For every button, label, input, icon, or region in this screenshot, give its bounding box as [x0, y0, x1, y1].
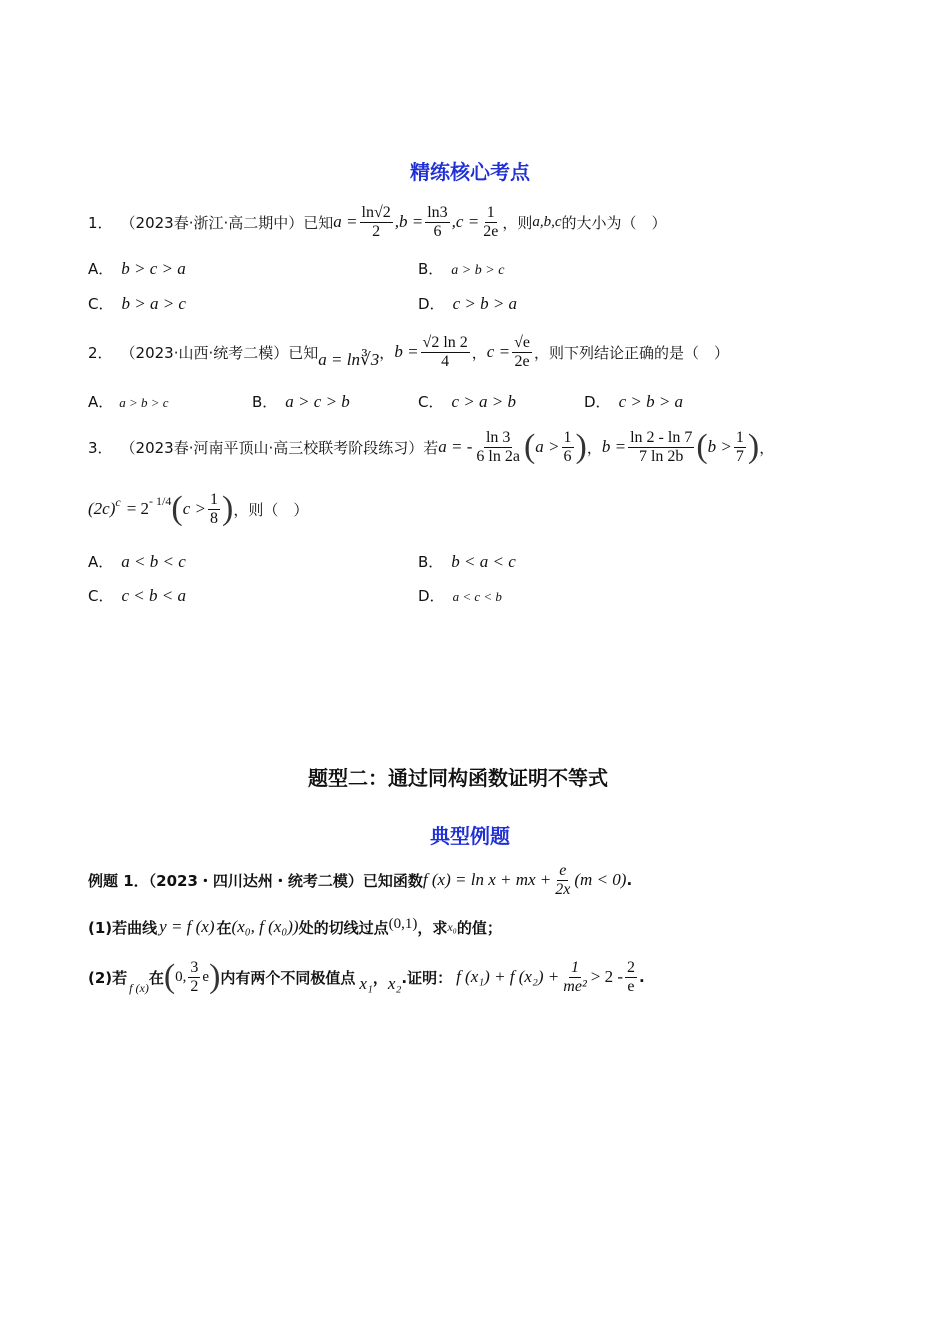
text-extrema: 内有两个不同极值点 [220, 968, 356, 987]
period: . [638, 968, 645, 986]
fraction-c [481, 204, 500, 240]
fraction-denominator: 2x [555, 880, 571, 898]
option-label: C． [88, 295, 114, 313]
question-source: （2023春·浙江·高二期中）已知 [120, 213, 334, 232]
math-c-power: - 1/4 [149, 493, 172, 508]
fraction-denominator: 7 ln 2b [638, 447, 684, 465]
question-2 [88, 328, 729, 376]
fraction-b [421, 334, 470, 370]
fraction-e-over-2x [553, 862, 572, 898]
option-label: A． [88, 393, 114, 411]
math-c-eq: = 2 [126, 499, 150, 518]
comma: ， [759, 438, 775, 457]
math-condition: (m < 0) [574, 870, 627, 889]
option-text: a > b > c [119, 395, 169, 410]
fraction-numerator: ln 3 [485, 428, 511, 446]
fraction-numerator: 1 [571, 958, 579, 976]
comma: ， [586, 438, 602, 457]
math-function: f (x) = ln x + mx + [422, 870, 552, 889]
option-label: D． [418, 295, 445, 313]
example-source: 例题 1．（2023・四川达州・统考二模）已知函数 [88, 871, 423, 890]
section-title-core-points: 精练核心考点 [410, 160, 530, 184]
fraction-1-over-me2 [561, 959, 588, 995]
math-b-cond: b > [707, 437, 732, 456]
text-in: 在 [148, 968, 164, 987]
fraction-numerator: 3 [190, 958, 199, 976]
text-prove: .证明： [401, 968, 453, 987]
math-a-cond: a > [535, 437, 560, 456]
fraction-denominator: 2 [372, 222, 381, 240]
math-e: e [202, 968, 210, 985]
math-c-lhs: c = [486, 342, 511, 361]
option-text: c > b > a [618, 392, 684, 411]
math-a-lhs: a = - [438, 437, 473, 456]
math-c-lhs: (2c) [88, 499, 116, 518]
fraction-c-cond [208, 491, 220, 527]
option-label: A． [88, 553, 114, 571]
option-text: a > b > c [451, 263, 505, 278]
math-sum: f (x₁) + f (x₂) + [456, 967, 560, 986]
question-tail: ，则（ ） [233, 500, 309, 519]
math-x0: x₀ [447, 919, 457, 934]
fraction-numerator: √e [514, 333, 530, 351]
question-1 [88, 200, 667, 244]
option-label: D． [418, 587, 445, 605]
fraction-denominator: 4 [441, 352, 450, 370]
question-source: （2023春·河南平顶山·高三校联考阶段练习）若 [120, 438, 439, 457]
part-label: (2)若 [88, 968, 128, 987]
math-point: (x₀, f (x₀)) [231, 917, 299, 936]
option-text: c < b < a [121, 586, 186, 605]
math-interval-lhs: 0, [175, 968, 187, 985]
left-paren: ( [171, 490, 183, 527]
fraction-b [425, 204, 449, 240]
fraction-a-cond [562, 429, 574, 465]
example-1-part-1 [88, 912, 502, 942]
question-tail: ，则下列结论正确的是（ ） [533, 343, 729, 362]
example-1-part-2 [88, 952, 645, 1002]
option-label: C． [418, 393, 444, 411]
fraction-c [512, 334, 532, 370]
q1-option-d[interactable] [418, 293, 517, 314]
fraction-b [628, 429, 694, 465]
fraction-denominator: 7 [735, 447, 744, 465]
option-text: b > c > a [121, 259, 186, 278]
right-paren: ) [575, 428, 587, 465]
fraction-denominator: e [627, 977, 635, 995]
option-text: b < a < c [451, 552, 516, 571]
fraction-b-cond [734, 429, 746, 465]
q2-option-a[interactable] [88, 391, 169, 412]
math-a-lhs: a = [333, 212, 358, 231]
text-at: 在 [216, 918, 232, 937]
fraction-numerator: 1 [735, 428, 744, 446]
fraction-denominator: 6 [563, 447, 572, 465]
question-3-line-2 [88, 484, 308, 534]
math-fixed-point: (0,1) [388, 915, 418, 932]
math-f: f (x) [129, 980, 149, 995]
q3-option-d[interactable] [418, 585, 502, 606]
option-label: A． [88, 260, 114, 278]
option-label: C． [88, 587, 114, 605]
math-c-exponent: c [115, 494, 121, 509]
fraction-denominator: 2e [514, 352, 530, 370]
fraction-numerator: √2 ln 2 [422, 333, 468, 351]
q2-option-b[interactable] [252, 391, 350, 412]
fraction-a [360, 204, 393, 240]
fraction-numerator: 1 [486, 203, 495, 221]
fraction-denominator: 2e [483, 222, 499, 240]
fraction-a [474, 429, 522, 465]
math-greater: > 2 - [590, 967, 623, 986]
fraction-numerator: ln3 [427, 203, 448, 221]
left-paren: ( [696, 428, 708, 465]
option-text: a < b < c [121, 552, 186, 571]
q3-option-a[interactable] [88, 551, 186, 572]
question-number: 2． [88, 343, 113, 362]
option-label: B． [418, 553, 444, 571]
fraction-numerator: 1 [210, 490, 218, 508]
q2-option-c[interactable] [418, 391, 516, 412]
left-paren: ( [523, 428, 536, 465]
right-paren: ) [209, 958, 221, 995]
comma: ， [379, 343, 395, 362]
left-paren: ( [163, 958, 176, 995]
math-curve: y = f (x) [159, 917, 215, 936]
question-3 [88, 422, 774, 472]
q2-option-d[interactable] [584, 391, 683, 412]
fraction-denominator: 8 [210, 509, 218, 527]
math-a-expr: a = ln∛3 [318, 350, 380, 369]
comma: ， [471, 343, 487, 362]
math-b-lhs: b = [394, 342, 419, 361]
option-text: b > a > c [121, 294, 186, 313]
text-ask: ，求 [417, 918, 448, 937]
text-then: ，则 [502, 213, 533, 232]
part-label: (1)若曲线 [88, 918, 158, 937]
fraction-denominator: 2 [190, 977, 199, 995]
text-tangent: 处的切线过点 [298, 918, 389, 937]
period: . [626, 871, 633, 889]
math-b-lhs: ,b = [394, 212, 424, 231]
section-title-examples: 典型例题 [430, 824, 510, 848]
math-x1: x₁ [359, 974, 373, 993]
text-end: 的值； [456, 918, 502, 937]
q3-option-b[interactable] [418, 551, 516, 572]
option-text: c > a > b [451, 392, 516, 411]
fraction-three-halves [188, 959, 200, 995]
math-vars: a,b,c [532, 213, 562, 230]
math-c-lhs: ,c = [451, 212, 480, 231]
option-text: a > c > b [285, 392, 350, 411]
q3-option-c[interactable] [88, 585, 186, 606]
fraction-numerator: 2 [626, 958, 635, 976]
q1-option-a[interactable] [88, 258, 186, 279]
fraction-2-over-e [625, 959, 637, 995]
section-title-type-two: 题型二：通过同构函数证明不等式 [308, 766, 608, 790]
question-number: 3． [88, 438, 113, 457]
fraction-numerator: ln√2 [361, 203, 391, 221]
fraction-denominator: 6 ln 2a [476, 447, 520, 465]
question-source: （2023·山西·统考二模）已知 [120, 343, 319, 362]
q1-option-b[interactable] [418, 258, 504, 279]
math-b-lhs: b = [601, 437, 627, 456]
option-text: a < c < b [452, 589, 502, 604]
option-label: B． [252, 393, 278, 411]
fraction-numerator: e [559, 861, 567, 879]
fraction-denominator: me² [563, 977, 587, 995]
fraction-denominator: 6 [433, 222, 442, 240]
option-text: c > b > a [452, 294, 518, 313]
question-tail: 的大小为（ ） [561, 213, 667, 232]
comma: ， [372, 968, 388, 987]
fraction-numerator: ln 2 - ln 7 [630, 428, 693, 446]
fraction-numerator: 1 [563, 428, 572, 446]
math-x2: x₂ [387, 974, 402, 993]
option-label: B． [418, 260, 444, 278]
right-paren: ) [747, 428, 760, 465]
question-number: 1． [88, 213, 113, 232]
option-label: D． [584, 393, 611, 411]
example-1 [88, 858, 632, 902]
q1-option-c[interactable] [88, 293, 186, 314]
right-paren: ) [222, 490, 234, 527]
math-c-cond: c > [182, 499, 206, 518]
